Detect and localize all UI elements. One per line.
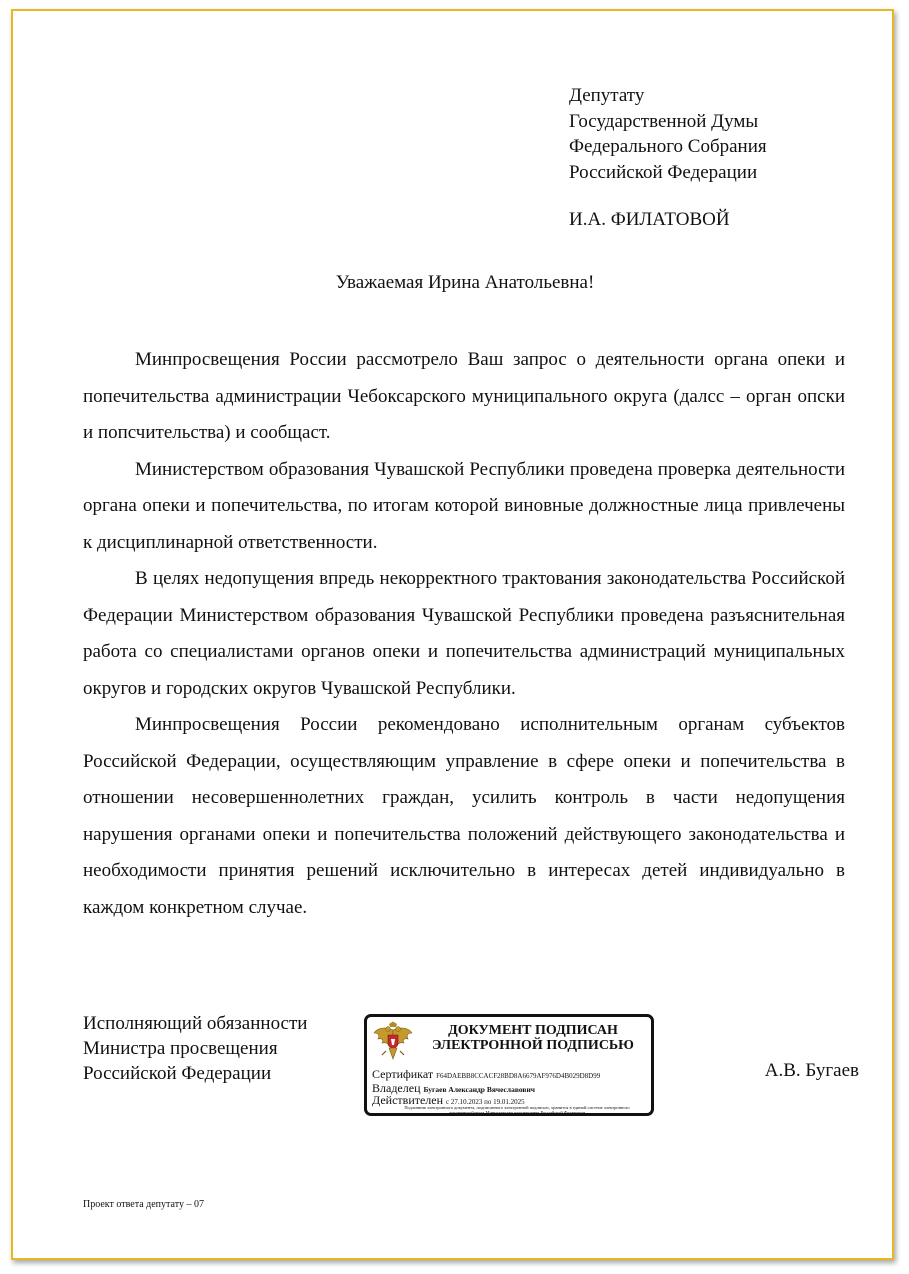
stamp-note: Подлинник электронного документа, подписанного электронной подписью, хранится в единой системе электронного документооборота Министерства просвещения Российской Федерации (404, 1105, 630, 1115)
addressee-line: Российской Федерации (569, 161, 758, 183)
addressee-line: Федерального Собрания (569, 136, 767, 157)
addressee-line: Государственной Думы (569, 110, 759, 132)
certificate-value: F64DAEBB8CCACF28BD8A6679AF976D4B029D8D99 (436, 1072, 601, 1080)
owner-label: Владелец (372, 1081, 421, 1095)
body-paragraph: Министерством образования Чувашской Республики проведена проверка деятельности органа опеки и попечительства, по итогам которой виновные должностные лица привлечены к дисциплинарной ответственности. (83, 458, 845, 553)
addressee-line: Депутату (569, 85, 645, 106)
signer-position-line: Исполняющий обязанности (83, 1013, 308, 1034)
electronic-signature-stamp (364, 1014, 654, 1116)
stamp-certificate-row (372, 1067, 600, 1082)
addressee-block (569, 83, 767, 185)
russian-coat-of-arms-icon (372, 1021, 414, 1063)
signer-position-line: Российской Федерации (83, 1063, 272, 1084)
signer-position-line: Министра просвещения (83, 1038, 278, 1059)
signer-position (83, 1011, 307, 1086)
addressee-name: И.А. ФИЛАТОВОЙ (569, 209, 730, 230)
body-paragraph: Минпросвещения России рассмотрело Ваш запрос о деятельности органа опеки и попечительства администрации Чебоксарского муниципального округа (далсс – орган опски и попсчительства) и сообщаст. (83, 349, 845, 443)
signer-name: А.В. Бугаев (764, 1060, 859, 1081)
letter-body (83, 342, 845, 926)
body-paragraph: В целях недопущения впредь некорректного трактования законодательства Российской Федерации Министерством образования Чувашской Республики проведена разъяснительная работа со специалистами органов опеки и попечительства администраций муниципальных округов и городских округов Чувашской Республики. (83, 568, 845, 699)
salutation: Уважаемая Ирина Анатольевна! (335, 272, 595, 293)
owner-value: Бугаев Александр Вячеславович (423, 1085, 536, 1094)
valid-value: с 27.10.2023 по 19.01.2025 (446, 1098, 525, 1106)
stamp-title (415, 1023, 651, 1053)
stamp-title-line: ДОКУМЕНТ ПОДПИСАН (448, 1023, 618, 1038)
footer-note: Проект ответа депутату – 07 (83, 1199, 204, 1210)
stamp-title-line: ЭЛЕКТРОННОЙ ПОДПИСЬЮ (432, 1038, 634, 1053)
valid-label: Действителен (372, 1093, 444, 1107)
certificate-label: Сертификат (372, 1067, 434, 1081)
body-paragraph: Минпросвещения России рекомендовано исполнительным органам субъектов Российской Федерации, осуществляющим управление в сфере опеки и попечительства в отношении несовершеннолетних граждан, усилить контроль в части недопущения нарушения органами опеки и попечительства положений действующего законодательства и необходимости принятия решений исключительно в интересах детей индивидуально в каждом конкретном случае. (83, 714, 845, 918)
